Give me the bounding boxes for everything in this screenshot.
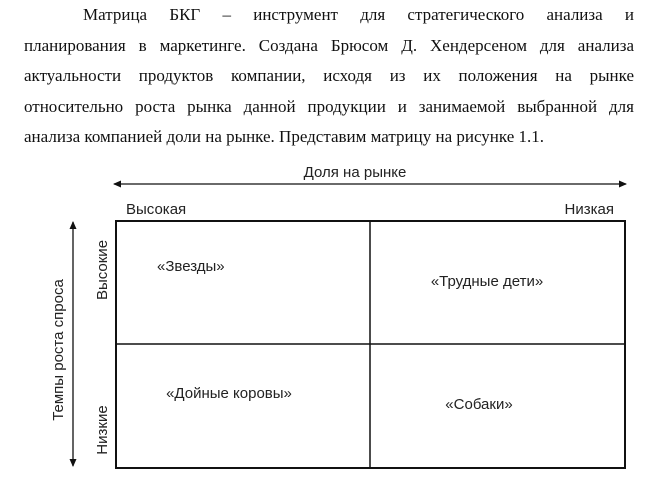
paragraph-line-1: Матрица БКГ – инструмент для стратегического анализа и xyxy=(83,5,634,24)
low-growth-label: Низкие xyxy=(94,405,111,455)
paragraph-line-2: планирования в маркетинге. Создана Брюсом Д. Хендерсеном для анализа xyxy=(24,35,634,55)
paragraph-line-4: относительно роста рынка данной продукции и занимаемой выбранной для xyxy=(24,96,634,116)
low-share-label: Низкая xyxy=(564,201,614,218)
high-share-label: Высокая xyxy=(126,201,187,218)
paragraph-line-3: актуальности продуктов компании, исходя из их положения на рынке xyxy=(24,66,634,85)
market-share-axis-label: Доля на рынке xyxy=(303,164,407,181)
stars-quadrant-label: «Звезды» xyxy=(157,258,225,275)
demand-growth-axis-label: Темпы роста спроса xyxy=(50,279,67,421)
dogs-quadrant-label: «Собаки» xyxy=(445,396,513,413)
cash-cows-quadrant-label: «Дойные коровы» xyxy=(166,385,292,402)
high-growth-label: Высокие xyxy=(94,239,111,301)
paragraph-line-5: анализа компанией доли на рынке. Представим матрицу на рисунке 1.1. xyxy=(24,127,545,146)
question-marks-quadrant-label: «Трудные дети» xyxy=(430,273,544,290)
